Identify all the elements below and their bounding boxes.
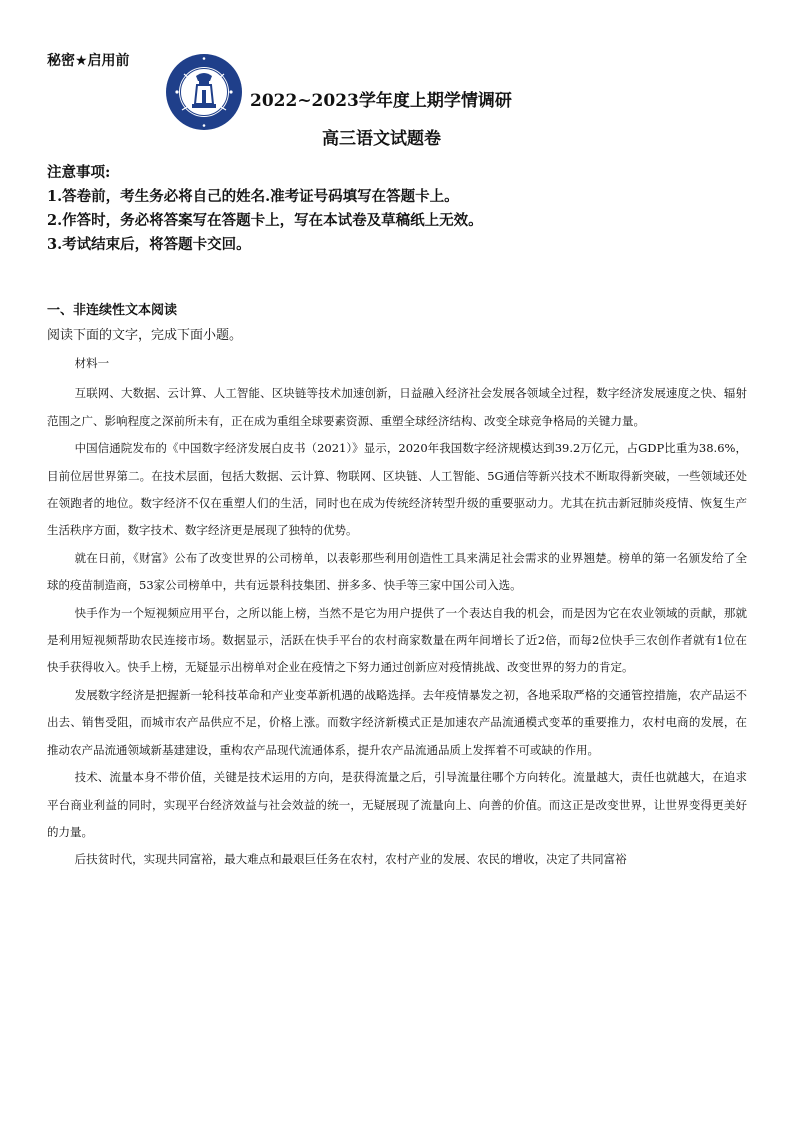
section-instruction: 阅读下面的文字，完成下面小题。 xyxy=(47,328,243,343)
notice-block xyxy=(47,161,483,257)
notice-item: 3.考试结束后，将答题卡交回。 xyxy=(47,236,251,253)
material-paragraph: 后扶贫时代，实现共同富裕，最大难点和最艰巨任务在农村，农村产业的发展、农民的增收，决定了共同富裕 xyxy=(74,852,627,867)
material-paragraph: 快手作为一个短视频应用平台，之所以能上榜，当然不是它为用户提供了一个表达自我的机会，而是因为它在农业领域的贡献，那就是利用短视频帮助农民连接市场。数据显示，活跃在快手平台的农村商家数量在两年间增长了近2倍，而每2位快手三农创作者就有1位在快手获得收入。快手上榜，无疑显示出榜单对企业在疫情之下努力通过创新应对疫情挑战、改变世界的努力的肯定。 xyxy=(47,605,747,675)
material-paragraph: 发展数字经济是把握新一轮科技革命和产业变革新机遇的战略选择。去年疫情暴发之初，各地采取严格的交通管控措施，农产品运不出去、销售受阻，而城市农产品供应不足，价格上涨。而数字经济新模式正是加速农产品流通模式变革的重要推力，农村电商的发展，在推动农产品流通领域新基建建设，重构农产品现代流通体系，提升农产品流通品质上发挥着不可或缺的作用。 xyxy=(47,687,747,757)
notice-item: 2.作答时，务必将答案写在答题卡上，写在本试卷及草稿纸上无效。 xyxy=(47,212,483,229)
notice-item: 1.答卷前，考生务必将自己的姓名.准考证号码填写在答题卡上。 xyxy=(47,188,459,205)
material-paragraph: 互联网、大数据、云计算、人工智能、区块链等技术加速创新，日益融入经济社会发展各领域全过程，数字经济发展速度之快、辐射范围之广、影响程度之深前所未有，正在成为重组全球要素资源、重塑全球经济结构、改变全球竞争格局的关键力量。 xyxy=(47,386,747,428)
material-paragraph: 就在日前，《财富》公布了改变世界的公司榜单，以表彰那些利用创造性工具来满足社会需求的业界翘楚。榜单的第一名颁发给了全球的疫苗制造商，53家公司榜单中，共有远景科技集团、拼多多、快手等三家中国公司入选。 xyxy=(47,550,747,593)
confidential-label: 秘密★启用前 xyxy=(47,53,130,69)
section-heading: 一、非连续性文本阅读 xyxy=(47,303,178,318)
material-label: 材料一 xyxy=(74,356,110,370)
university-seal-icon xyxy=(164,52,244,132)
material-paragraph: 中国信通院发布的《中国数字经济发展白皮书（2021）》显示，2020年我国数字经济规模达到39.2万亿元，占GDP比重为38.6%，目前位居世界第二。在技术层面，包括大数据、云计算、物联网、区块链、人工智能、5G通信等新兴技术不断取得新突破，一些领域还处在领跑者的地位。数字经济不仅在重塑人们的生活，同时也在成为传统经济转型升级的重要驱动力。尤其在抗击新冠肺炎疫情、恢复生产生活秩序方面，数字技术、数字经济更是展现了独特的优势。 xyxy=(47,441,747,538)
material-paragraph: 技术、流量本身不带价值，关键是技术运用的方向，是获得流量之后，引导流量往哪个方向转化。流量越大，责任也就越大，在追求平台商业利益的同时，实现平台经济效益与社会效益的统一，无疑展现了流量向上、向善的价值。而这正是改变世界，让世界变得更美好的力量。 xyxy=(47,770,747,839)
reading-material xyxy=(47,350,747,874)
exam-title: 2022~2023学年度上期学情调研 xyxy=(250,91,512,111)
exam-subtitle: 高三语文试题卷 xyxy=(322,129,441,149)
notice-heading: 注意事项: xyxy=(47,164,111,181)
